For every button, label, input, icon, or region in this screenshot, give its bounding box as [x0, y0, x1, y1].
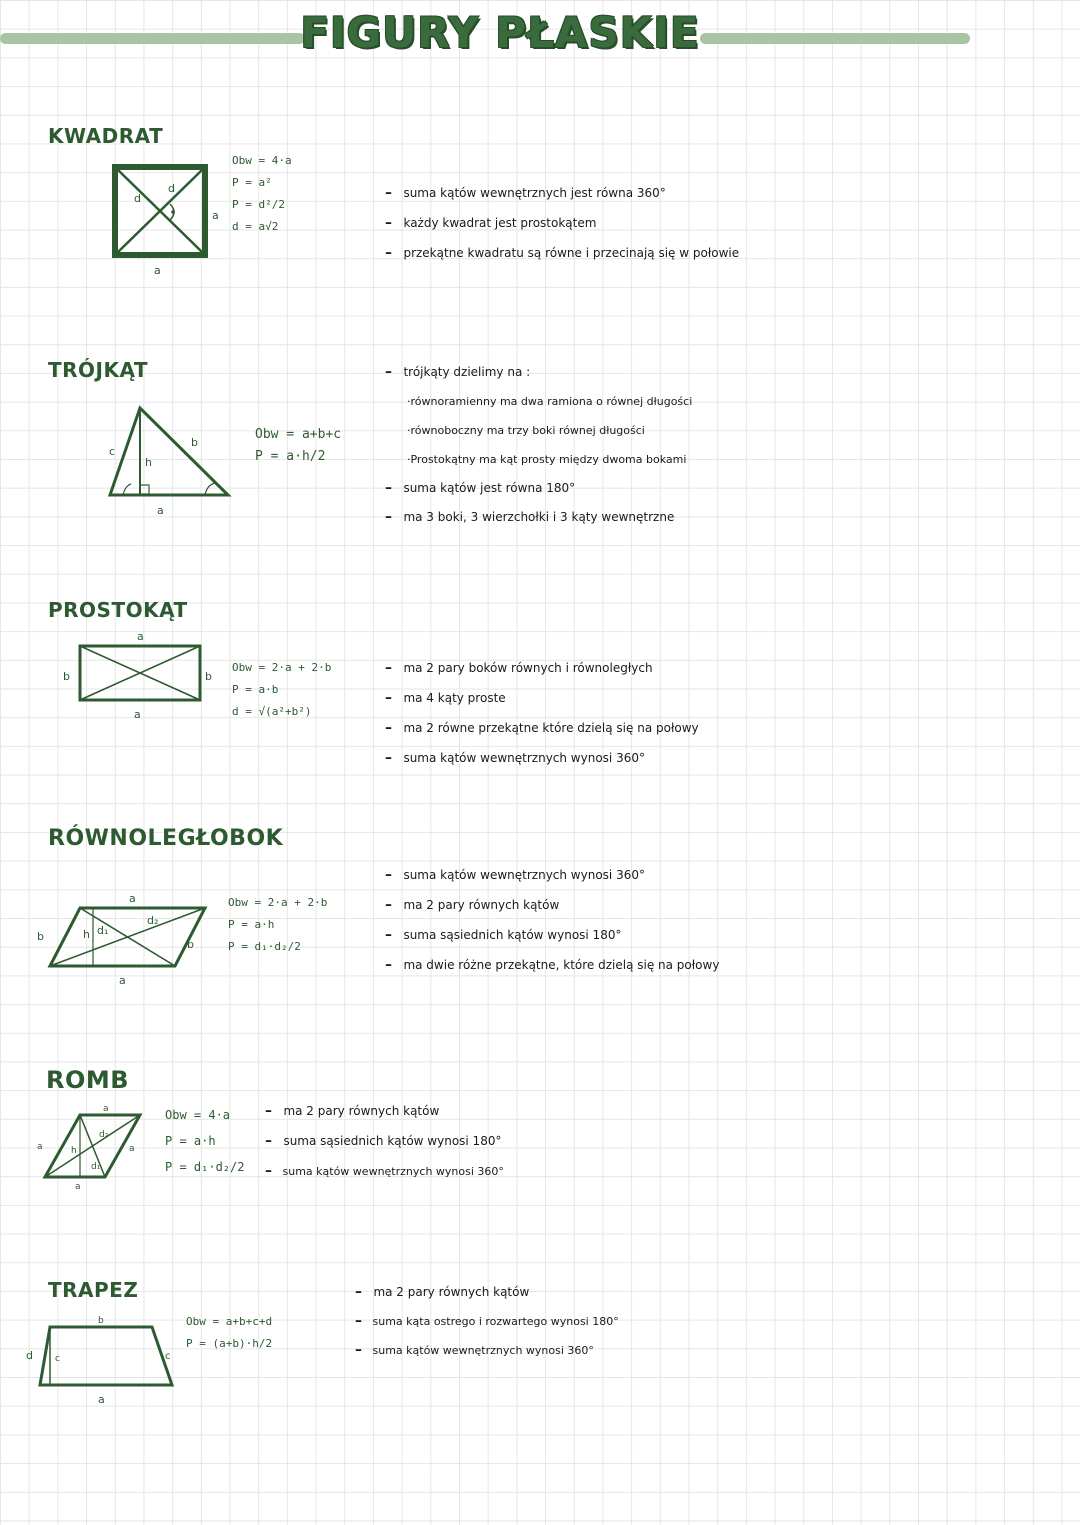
kwadrat-properties: – suma kątów wewnętrznych jest równa 360° – każdy kwadrat jest prostokątem – przekątne kwadratu są równe i przecinają się w połowie [385, 185, 740, 261]
formula: P = d₁·d₂/2 [228, 940, 301, 953]
romb-label-h: h [71, 1146, 77, 1156]
trapez-label-b: b [98, 1316, 104, 1326]
property: ma 3 boki, 3 wierzchołki i 3 kąty wewnętrzne [403, 510, 675, 524]
romb-label-a-top: a [103, 1104, 109, 1114]
rect-label-b-right: b [205, 670, 212, 683]
property: ma 2 równe przekątne które dzielą się na połowy [403, 721, 699, 735]
trapez-heading: TRAPEZ [48, 1278, 139, 1302]
prostokat-formulas [232, 657, 331, 723]
property: ma 2 pary boków równych i równoległych [403, 661, 653, 675]
triangle-label-c: c [109, 445, 116, 458]
formula: d = √(a²+b²) [232, 705, 312, 718]
formula: d = a√2 [232, 220, 279, 233]
property: suma kątów wewnętrznych wynosi 360° [403, 868, 645, 882]
title-bar-left [0, 33, 305, 44]
triangle-figure [105, 400, 235, 520]
property: ma 2 pary równych kątów [283, 1104, 440, 1118]
formula: P = (a+b)·h/2 [186, 1337, 273, 1350]
trapez-label-c-inner: c [55, 1354, 60, 1364]
square-label-a-bottom: a [154, 264, 161, 277]
formula: P = a·h/2 [255, 449, 326, 464]
triangle-label-a: a [157, 504, 164, 517]
page-title: FIGURY PŁASKIE [300, 8, 700, 57]
property: każdy kwadrat jest prostokątem [403, 216, 597, 230]
romb-properties: – ma 2 pary równych kątów – suma sąsiednich kątów wynosi 180° – suma kątów wewnętrznych wynosi 360° [265, 1103, 504, 1179]
rownoleglobok-heading: RÓWNOLEGŁOBOK [48, 826, 284, 851]
property: suma kątów wewnętrznych wynosi 360° [282, 1165, 504, 1178]
para-label-a-bottom: a [119, 974, 126, 987]
property: ma 2 pary równych kątów [373, 1285, 530, 1299]
rect-label-a-bottom: a [134, 708, 141, 721]
para-label-b-left: b [37, 930, 44, 943]
kwadrat-heading: KWADRAT [48, 124, 164, 148]
square-label-a-right: a [212, 209, 219, 222]
formula: Obw = 2·a + 2·b [228, 896, 328, 909]
prostokat-properties: – ma 2 pary boków równych i równoległych – ma 4 kąty proste – ma 2 równe przekątne które dzielą się na połowy – suma kątów wewnętrznych wynosi 360° [385, 660, 699, 766]
formula: Obw = 4·a [232, 154, 292, 167]
trapez-properties: – ma 2 pary równych kątów – suma kąta ostrego i rozwartego wynosi 180° – suma kątów wewnętrznych wynosi 360° [355, 1284, 619, 1358]
trapez-label-a: a [98, 1393, 105, 1406]
para-label-b-right: b [187, 938, 194, 951]
property: suma sąsiednich kątów wynosi 180° [283, 1134, 502, 1148]
para-label-a-top: a [129, 892, 136, 905]
property: suma kąta ostrego i rozwartego wynosi 180° [372, 1315, 619, 1328]
trapez-label-d: d [26, 1349, 33, 1362]
square-figure [110, 162, 220, 277]
romb-label-d1: d₁ [91, 1162, 101, 1172]
parallelogram-figure [35, 888, 215, 988]
para-label-d2: d₂ [147, 914, 159, 927]
formula: P = a·h [228, 918, 275, 931]
triangle-label-h: h [145, 456, 152, 469]
square-label-d2: d [134, 192, 141, 205]
para-label-d1: d₁ [97, 924, 109, 937]
rhombus-figure [35, 1105, 155, 1195]
rownoleglobok-formulas [228, 892, 327, 958]
formula: Obw = a+b+c [255, 427, 342, 442]
property: suma kątów wewnętrznych wynosi 360° [372, 1344, 594, 1357]
property: trójkąty dzielimy na : [403, 365, 531, 379]
type-item: ·równoramienny ma dwa ramiona o równej długości [407, 395, 693, 408]
romb-label-a-left: a [37, 1142, 43, 1152]
property: przekątne kwadratu są równe i przecinają się w połowie [403, 246, 740, 260]
trapezoid-figure [22, 1313, 182, 1408]
property: suma kątów wewnętrznych jest równa 360° [403, 186, 666, 200]
property: suma sąsiednich kątów wynosi 180° [403, 928, 622, 942]
romb-heading: ROMB [46, 1066, 130, 1094]
formula: Obw = 4·a [165, 1108, 231, 1122]
property: ma 2 pary równych kątów [403, 898, 560, 912]
formula: P = a² [232, 176, 272, 189]
formula: P = a·h [165, 1134, 216, 1148]
property: suma kątów wewnętrznych wynosi 360° [403, 751, 645, 765]
romb-formulas [165, 1102, 244, 1180]
rownoleglobok-properties: – suma kątów wewnętrznych wynosi 360° – ma 2 pary równych kątów – suma sąsiednich kątów wynosi 180° – ma dwie różne przekątne, które dzielą się na połowy [385, 867, 720, 973]
type-item: ·równoboczny ma trzy boki równej długości [407, 424, 645, 437]
romb-label-a-right: a [129, 1144, 135, 1154]
rect-label-b-left: b [63, 670, 70, 683]
title-bar-right [700, 33, 970, 44]
property: suma kątów jest równa 180° [403, 481, 576, 495]
trapez-formulas [186, 1311, 272, 1355]
triangle-label-b: b [191, 436, 198, 449]
rectangle-figure [60, 628, 220, 728]
square-label-d: d [168, 182, 175, 195]
romb-label-d2: d₂ [99, 1130, 109, 1140]
trojkat-properties: – trójkąty dzielimy na : ·równoramienny ma dwa ramiona o równej długości ·równoboczny ma trzy boki równej długości ·Prostokątny ma kąt prosty między dwoma bokami – suma kątów jest równa 180° – ma 3 boki, 3 wierzchołki i 3 kąty wewnętrzne [385, 364, 693, 525]
formula: P = a·b [232, 683, 279, 696]
formula: P = d₁·d₂/2 [165, 1160, 245, 1174]
trapez-label-c: c [165, 1351, 171, 1362]
type-item: ·Prostokątny ma kąt prosty między dwoma bokami [407, 453, 687, 466]
formula: Obw = a+b+c+d [186, 1315, 273, 1328]
rect-label-a-top: a [137, 630, 144, 643]
trojkat-formulas [255, 424, 341, 468]
kwadrat-formulas [232, 150, 292, 238]
formula: P = d²/2 [232, 198, 285, 211]
romb-label-a-bottom: a [75, 1182, 81, 1192]
property: ma dwie różne przekątne, które dzielą się na połowy [403, 958, 720, 972]
prostokat-heading: PROSTOKĄT [48, 598, 188, 622]
property: ma 4 kąty proste [403, 691, 506, 705]
formula: Obw = 2·a + 2·b [232, 661, 332, 674]
trojkat-heading: TRÓJKĄT [48, 358, 149, 382]
para-label-h: h [83, 928, 90, 941]
